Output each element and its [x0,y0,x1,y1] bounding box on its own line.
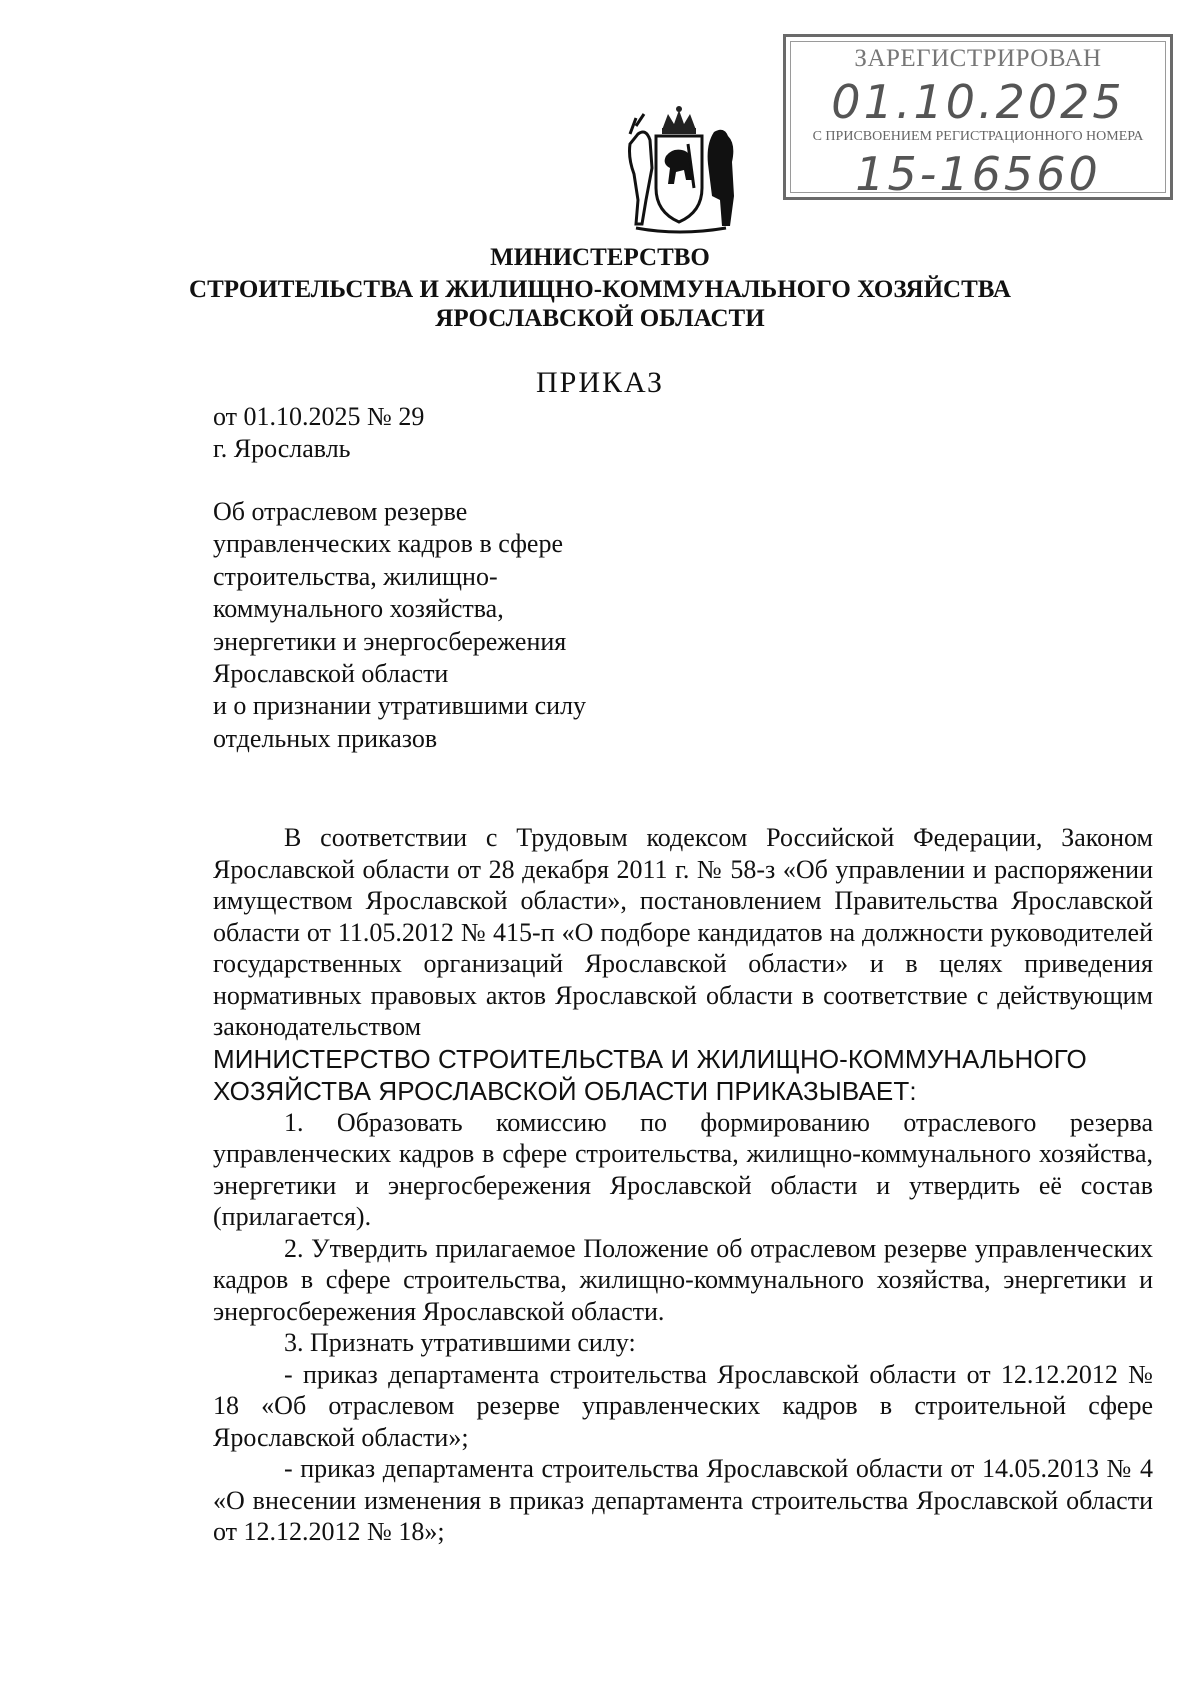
order-item-3: 3. Признать утратившими силу: [284,1328,636,1357]
ministry-name-line-3: ЯРОСЛАВСКОЙ ОБЛАСТИ [435,305,765,332]
preamble-paragraph: В соответствии с Трудовым кодексом Российской Федерации, Законом Ярославской области от 28 декабря 2011 г. № 58-з «Об управлении и распоряжении имуществом Ярославской области», постановлением Правительства Ярославской области от 11.05.2012 № 415-п «О подборе кандидатов на должности руководителей государственных организаций Ярославской области» и в целях приведения нормативных правовых актов Ярославской области в соответствие с действующим законодательством [213,823,1153,1041]
orders-statement: МИНИСТЕРСТВО СТРОИТЕЛЬСТВА И ЖИЛИЩНО-КОММУНАЛЬНОГО ХОЗЯЙСТВА ЯРОСЛАВСКОЙ ОБЛАСТИ ПРИКАЗЫВАЕТ: [213,1043,1087,1106]
ministry-name-line-2: СТРОИТЕЛЬСТВА И ЖИЛИЩНО-КОММУНАЛЬНОГО ХОЗЯЙСТВА [189,276,1011,303]
order-subject [213,496,633,755]
order-item-2: 2. Утвердить прилагаемое Положение об отраслевом резерве управленческих кадров в сфере строительства, жилищно-коммунального хозяйства, энергетики и энергосбережения Ярославской области. [213,1233,1153,1326]
order-body [213,822,1153,1548]
subject-line: строительства, жилищно- [213,561,498,591]
subject-line: энергетики и энергосбережения [213,626,567,656]
subject-line: управленческих кадров в сфере [213,529,564,559]
document-type-title: ПРИКАЗ [536,366,664,399]
subject-line: Об отраслевом резерве [213,497,468,526]
ministry-name-line-1: МИНИСТЕРСТВО [490,244,710,271]
order-item-1: 1. Образовать комиссию по формированию отраслевого резерва управленческих кадров в сфере строительства, жилищно-коммунального хозяйства, энергетики и энергосбережения Ярославской области и утвердить её состав (прилагается). [213,1107,1153,1231]
subject-line: Ярославской области [213,659,449,689]
stamp-registration-number: 15-16560 [855,147,1101,201]
order-item-3-sub-2: - приказ департамента строительства Ярославской области от 14.05.2013 № 4 «О внесении изменения в приказ департамента строительства Ярославской области от 12.12.2012 № 18»; [213,1454,1153,1546]
order-date-number: от 01.10.2025 № 29 [213,402,425,431]
order-item-3-sub-1: - приказ департамента строительства Ярославской области от 12.12.2012 № 18 «Об отраслевом резерве управленческих кадров в строительной сфере Ярославской области»; [213,1359,1153,1452]
stamp-title: ЗАРЕГИСТРИРОВАН [854,45,1102,72]
coat-of-arms-icon [616,104,742,236]
subject-line: отдельных приказов [213,723,438,753]
subject-line: и о признании утратившими силу [213,691,587,721]
stamp-caption: С ПРИСВОЕНИЕМ РЕГИСТРАЦИОННОГО НОМЕРА [812,129,1144,144]
order-city: г. Ярославль [213,434,351,463]
subject-line: коммунального хозяйства, [213,594,504,624]
stamp-date: 01.10.2025 [831,75,1125,129]
registration-stamp [783,34,1173,200]
